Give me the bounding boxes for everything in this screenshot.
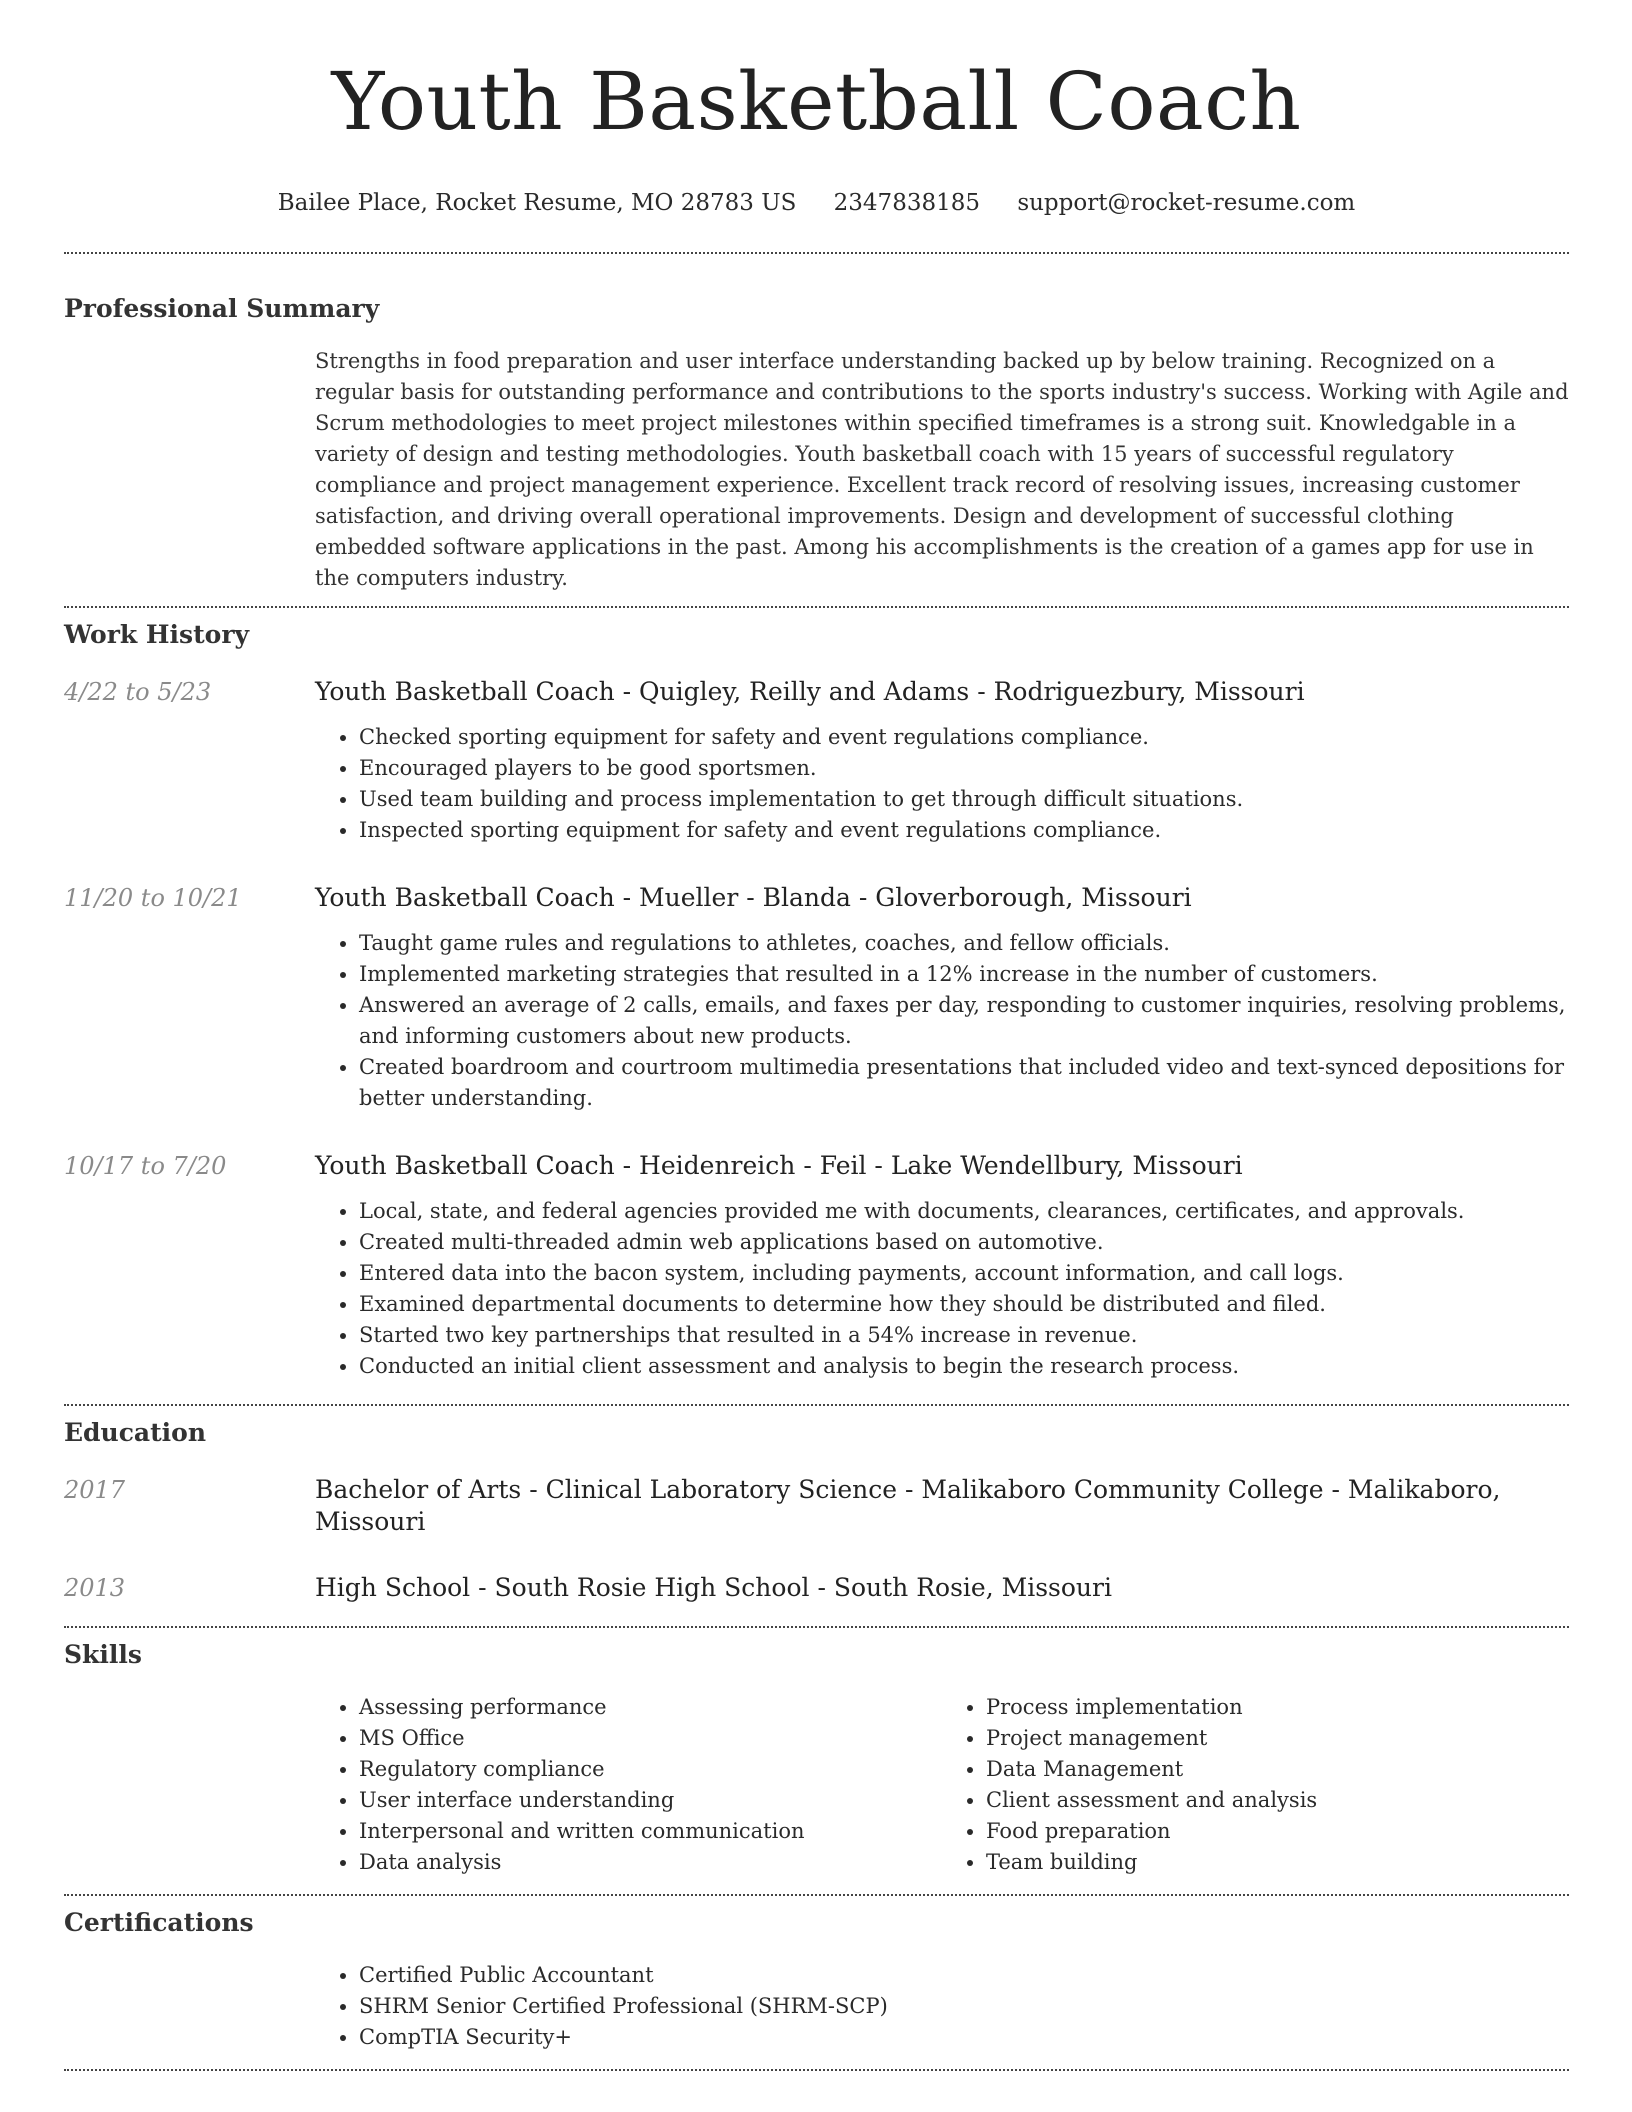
job-entry (64, 676, 1569, 846)
education-year: 2013 (64, 1574, 126, 1602)
summary-text: Strengths in food preparation and user interface understanding backed up by below training. Recognized on a regular basis for outstanding performance and contributions to the sports industry's success. Working with Agile and Scrum methodologies to meet project milestones within specified timeframes is a strong suit. Knowledgable in a variety of design and testing methodologies. Youth basketball coach with 15 years of successful regulatory compliance and project management experience. Excellent track record of resolving issues, increasing customer satisfaction, and driving overall operational improvements. Design and development of successful clothing embedded software applications in the past. Among his accomplishments is the creation of a games app for use in the computers industry. (315, 349, 1569, 590)
skills-list-right (942, 1692, 1569, 1878)
list-item: • Used team building and process implementation to get through difficult situations. (359, 784, 1569, 815)
certifications-list (315, 1960, 1569, 2053)
education-year: 2017 (64, 1476, 126, 1504)
job-heading: Youth Basketball Coach - Quigley, Reilly and Adams - Rodriguezbury, Missouri (315, 677, 1305, 706)
divider (64, 606, 1569, 608)
list-item: • Food preparation (986, 1816, 1569, 1847)
list-item: • Implemented marketing strategies that resulted in a 12% increase in the number of customers. (359, 959, 1569, 990)
list-item: • Checked sporting equipment for safety and event regulations compliance. (359, 722, 1569, 753)
education-entry (64, 1474, 1569, 1538)
list-item: • Conducted an initial client assessment and analysis to begin the research process. (359, 1351, 1569, 1382)
contact-address: Bailee Place, Rocket Resume, MO 28783 US (277, 190, 797, 216)
candidate-name: Youth Basketball Coach (331, 55, 1302, 148)
job-bullets (315, 722, 1569, 846)
list-item: • Local, state, and federal agencies provided me with documents, clearances, certificates, and approvals. (359, 1196, 1569, 1227)
section-title-work-history: Work History (64, 620, 250, 649)
list-item: • MS Office (359, 1723, 942, 1754)
contact-line (64, 188, 1569, 218)
contact-phone: 2347838185 (833, 190, 980, 216)
divider (64, 2069, 1569, 2071)
list-item: • Assessing performance (359, 1692, 942, 1723)
education-heading: High School - South Rosie High School - South Rosie, Missouri (315, 1573, 1112, 1602)
education-section (64, 1416, 1569, 1604)
job-heading: Youth Basketball Coach - Heidenreich - Feil - Lake Wendellbury, Missouri (315, 1151, 1243, 1180)
list-item: • CompTIA Security+ (359, 2022, 1569, 2053)
list-item: • Team building (986, 1847, 1569, 1878)
list-item: • Created multi-threaded admin web applications based on automotive. (359, 1227, 1569, 1258)
list-item: • Process implementation (986, 1692, 1569, 1723)
list-item: • Started two key partnerships that resulted in a 54% increase in revenue. (359, 1320, 1569, 1351)
job-bullets (315, 928, 1569, 1114)
divider (64, 1626, 1569, 1628)
list-item: • Project management (986, 1723, 1569, 1754)
list-item: • User interface understanding (359, 1785, 942, 1816)
education-heading: Bachelor of Arts - Clinical Laboratory Science - Malikaboro Community College - Malikaboro, Missouri (315, 1475, 1501, 1536)
list-item: • Regulatory compliance (359, 1754, 942, 1785)
list-item: • Created boardroom and courtroom multimedia presentations that included video and text-synced depositions for better understanding. (359, 1052, 1569, 1114)
list-item: • Taught game rules and regulations to athletes, coaches, and fellow officials. (359, 928, 1569, 959)
skills-section (64, 1638, 1569, 1878)
resume-page (64, 0, 1569, 2071)
section-title-skills: Skills (64, 1640, 142, 1669)
list-item: • Certified Public Accountant (359, 1960, 1569, 1991)
job-dates: 10/17 to 7/20 (64, 1152, 227, 1180)
list-item: • Data analysis (359, 1847, 942, 1878)
skills-list-left (315, 1692, 942, 1878)
education-entry (64, 1572, 1569, 1604)
certifications-section (64, 1906, 1569, 2053)
list-item: • SHRM Senior Certified Professional (SHRM-SCP) (359, 1991, 1569, 2022)
section-title-certifications: Certifications (64, 1908, 254, 1937)
job-entry (64, 1150, 1569, 1382)
job-dates: 4/22 to 5/23 (64, 678, 212, 706)
section-title-summary: Professional Summary (64, 294, 380, 323)
summary-section (64, 292, 1569, 594)
list-item: • Client assessment and analysis (986, 1785, 1569, 1816)
job-bullets (315, 1196, 1569, 1382)
job-dates: 11/20 to 10/21 (64, 884, 242, 912)
contact-email: support@rocket-resume.com (1017, 190, 1356, 216)
list-item: • Entered data into the bacon system, including payments, account information, and call logs. (359, 1258, 1569, 1289)
divider (64, 1894, 1569, 1896)
work-history-section (64, 618, 1569, 1382)
list-item: • Encouraged players to be good sportsmen. (359, 753, 1569, 784)
list-item: • Interpersonal and written communication (359, 1816, 942, 1847)
list-item: • Examined departmental documents to determine how they should be distributed and filed. (359, 1289, 1569, 1320)
divider (64, 1404, 1569, 1406)
list-item: • Data Management (986, 1754, 1569, 1785)
job-heading: Youth Basketball Coach - Mueller - Blanda - Gloverborough, Missouri (315, 883, 1192, 912)
job-entry (64, 882, 1569, 1114)
divider (64, 252, 1569, 254)
list-item: • Answered an average of 2 calls, emails, and faxes per day, responding to customer inquiries, resolving problems, and informing customers about new products. (359, 990, 1569, 1052)
list-item: • Inspected sporting equipment for safety and event regulations compliance. (359, 815, 1569, 846)
section-title-education: Education (64, 1418, 207, 1447)
